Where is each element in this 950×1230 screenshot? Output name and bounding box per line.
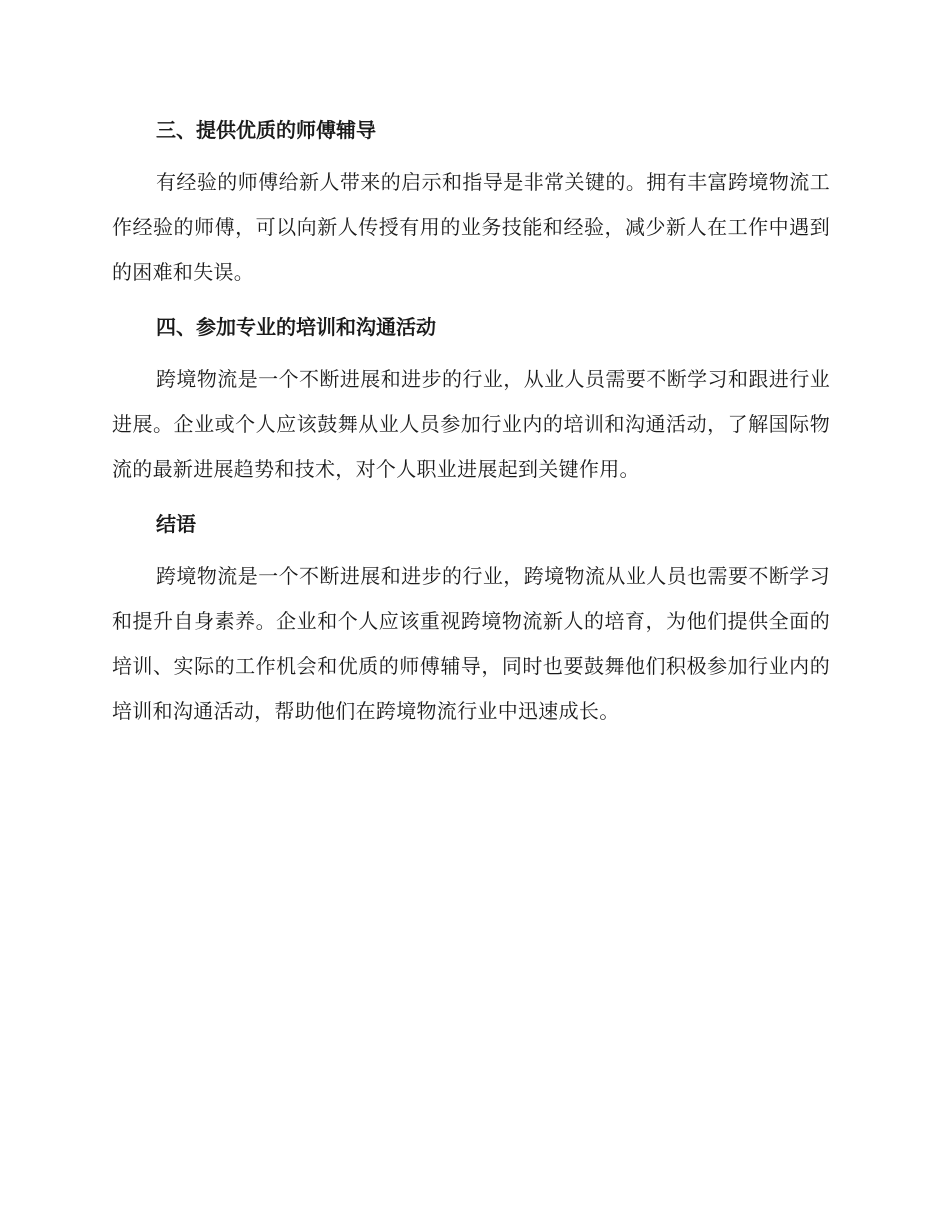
section-paragraph-training: 跨境物流是一个不断进展和进步的行业，从业人员需要不断学习和跟进行业进展。企业或个人应该鼓舞从业人员参加行业内的培训和沟通活动，了解国际物流的最新进展趋势和技术，对个人职业进展起到关键作用。 — [112, 367, 830, 481]
spacer — [112, 295, 830, 307]
section-heading-mentoring: 三、提供优质的师傅辅导 — [156, 118, 376, 142]
section-paragraph-conclusion: 跨境物流是一个不断进展和进步的行业，跨境物流从业人员也需要不断学习和提升自身素养。企业和个人应该重视跨境物流新人的培育，为他们提供全面的培训、实际的工作机会和优质的师傅辅导，同时也要鼓舞他们积极参加行业内的培训和沟通活动，帮助他们在跨境物流行业中迅速成长。 — [112, 564, 830, 723]
spacer — [112, 347, 830, 357]
section-heading-training: 四、参加专业的培训和沟通活动 — [156, 315, 436, 339]
section-paragraph-mentoring: 有经验的师傅给新人带来的启示和指导是非常关键的。拥有丰富跨境物流工作经验的师傅，可以向新人传授有用的业务技能和经验，减少新人在工作中遇到的困难和失误。 — [112, 170, 830, 284]
spacer — [112, 150, 830, 160]
spacer — [112, 544, 830, 554]
section-heading-conclusion: 结语 — [156, 512, 196, 536]
spacer — [112, 492, 830, 504]
document-body — [112, 110, 830, 734]
